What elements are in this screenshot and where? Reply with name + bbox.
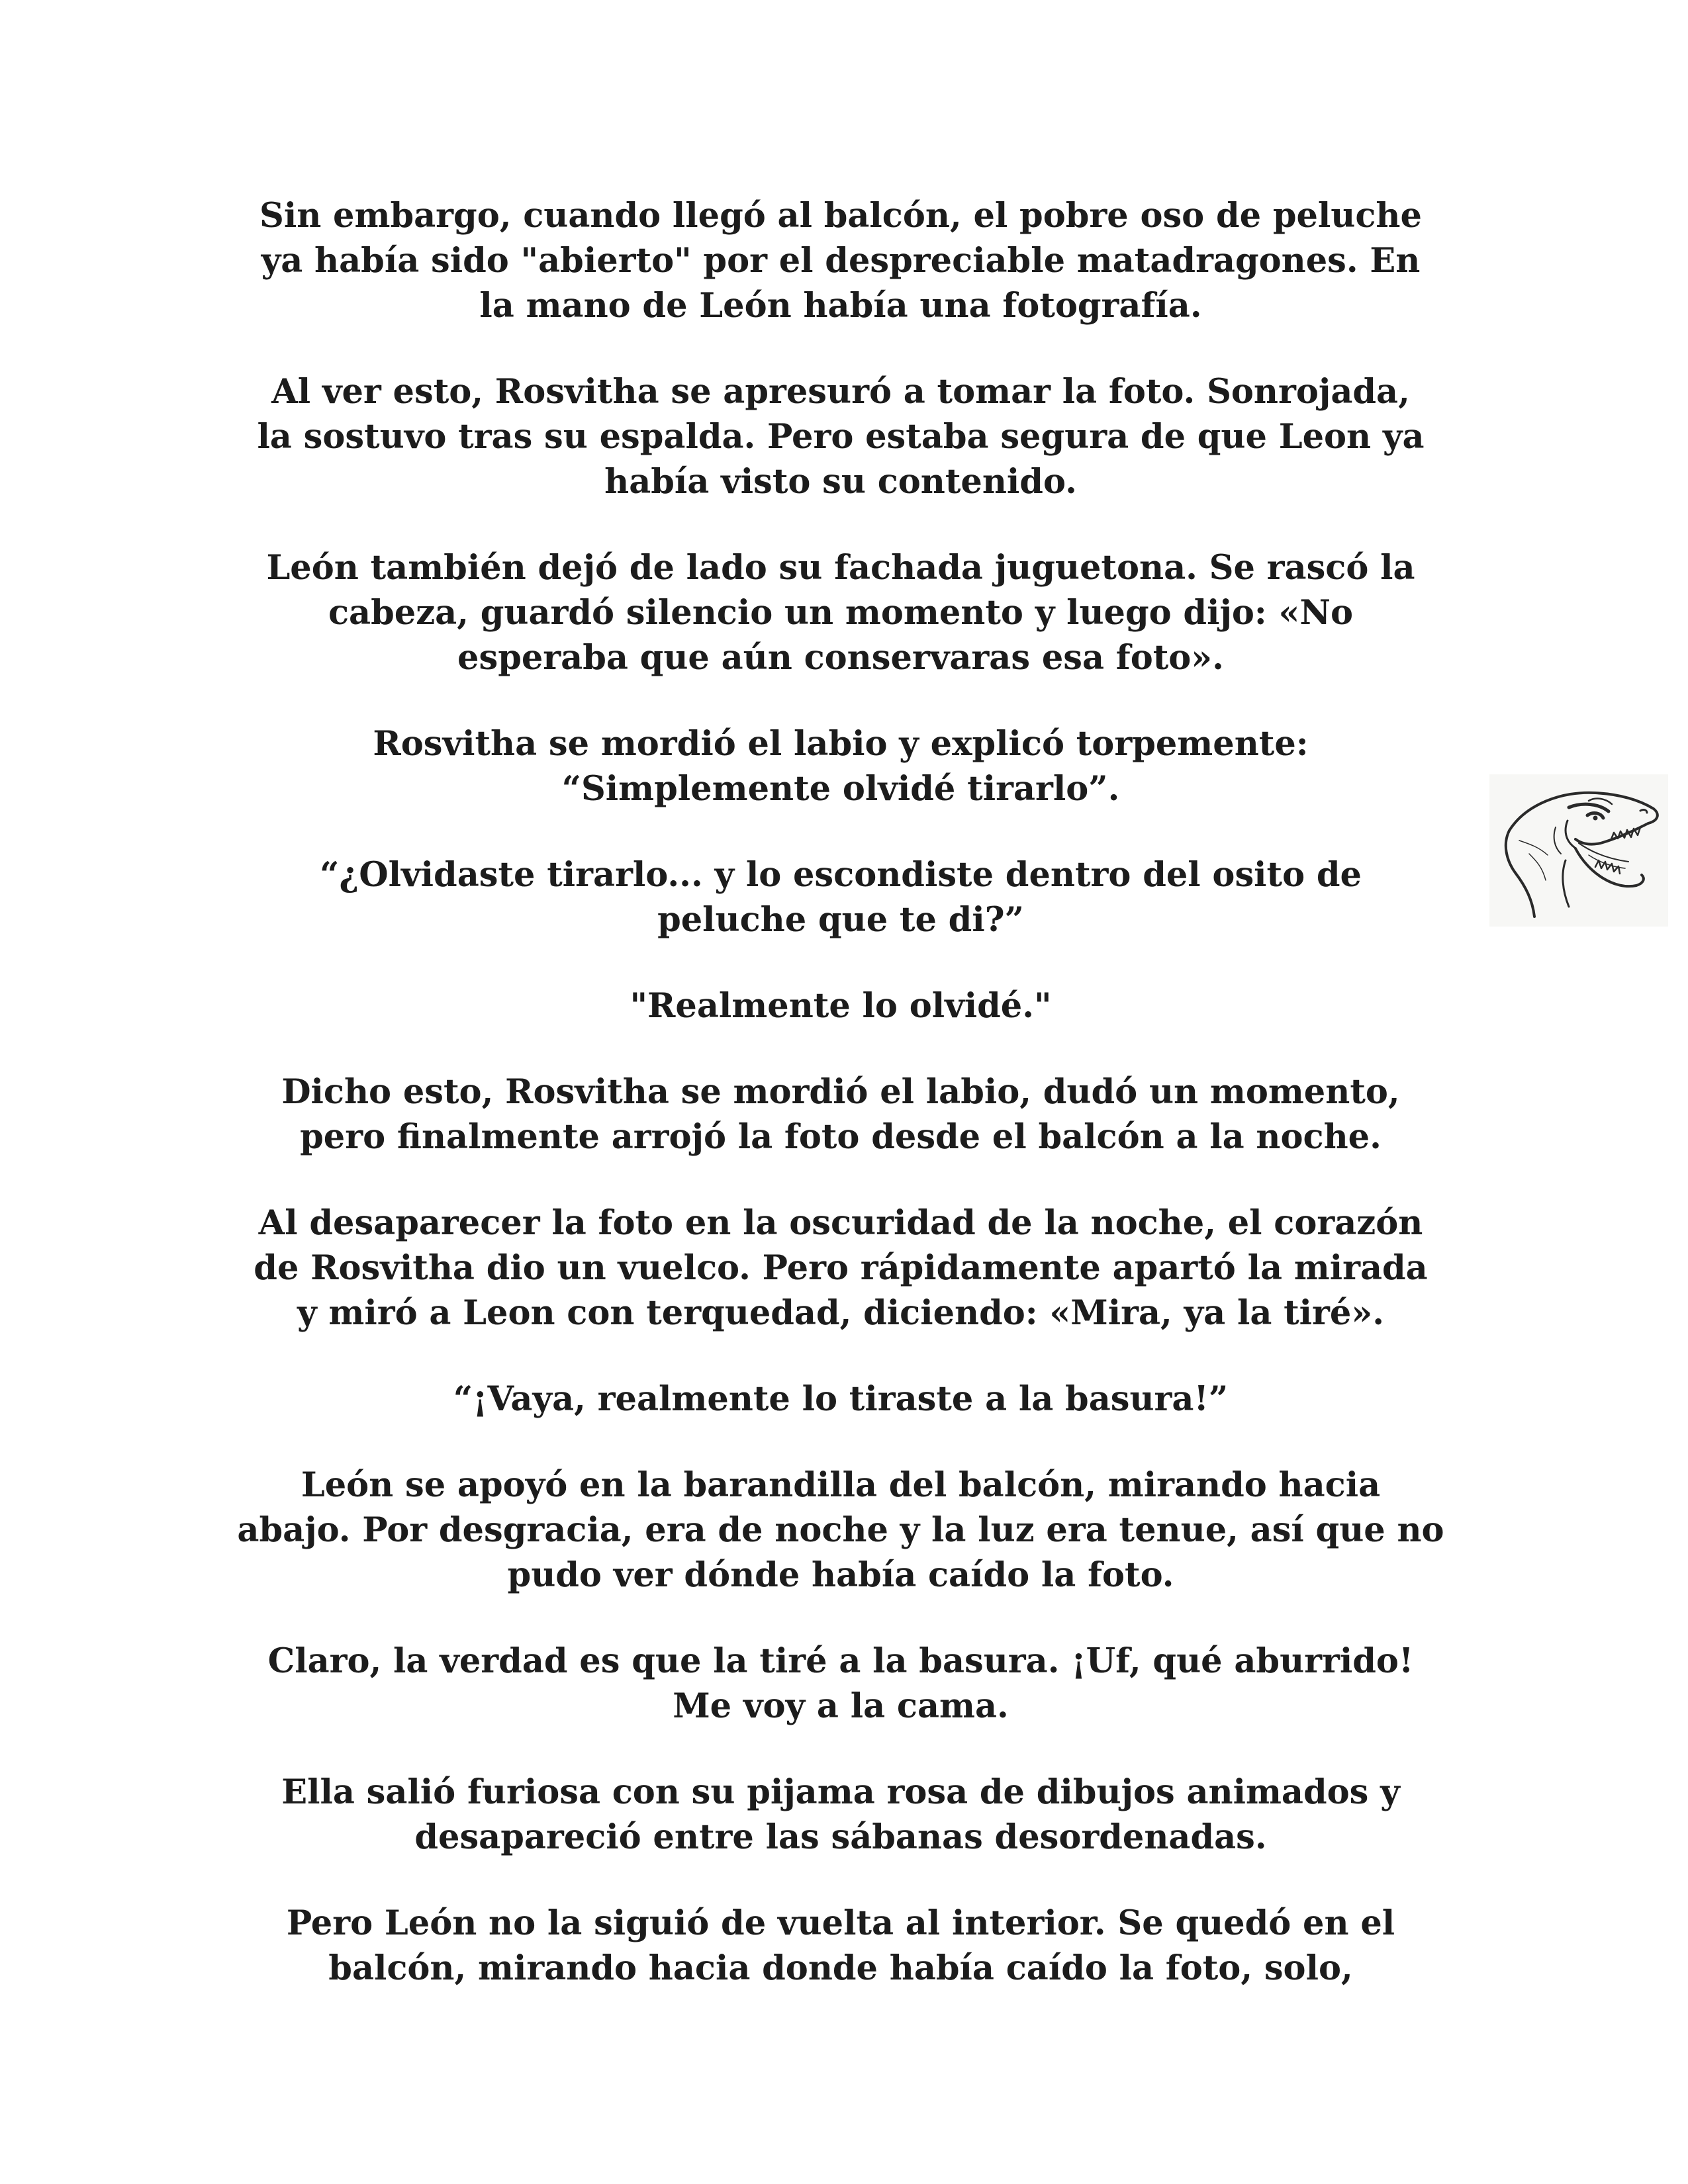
text-line: balcón, mirando hacia donde había caído la foto, solo, (328, 1948, 1353, 1988)
text-line: peluche que te di?” (657, 900, 1024, 940)
text-line: Me voy a la cama. (673, 1686, 1009, 1726)
paragraph-5 (218, 852, 1463, 942)
text-line: "Realmente lo olvidé." (630, 986, 1052, 1026)
text-line: pudo ver dónde había caído la foto. (507, 1555, 1174, 1595)
text-line: y miró a Leon con terquedad, diciendo: «Mira, ya la tiré». (297, 1293, 1385, 1333)
text-line: ya había sido "abierto" por el despreciable matadragones. En (261, 241, 1421, 281)
paragraph-12 (218, 1770, 1463, 1860)
text-line: esperaba que aún conservaras esa foto». (457, 638, 1224, 678)
paragraph-3 (218, 545, 1463, 680)
text-line: Pero León no la siguió de vuelta al interior. Se quedó en el (286, 1903, 1395, 1943)
text-line: había visto su contenido. (604, 462, 1077, 502)
text-line: pero finalmente arrojó la foto desde el balcón a la noche. (300, 1117, 1382, 1157)
text-line: la sostuvo tras su espalda. Pero estaba segura de que Leon ya (257, 417, 1425, 457)
text-line: Dicho esto, Rosvitha se mordió el labio, dudó un momento, (281, 1072, 1400, 1112)
text-line: “¿Olvidaste tirarlo... y lo escondiste dentro del osito de (320, 855, 1362, 895)
paragraph-10 (218, 1463, 1463, 1598)
text-line: “¡Vaya, realmente lo tiraste a la basura!” (453, 1379, 1229, 1419)
text-line: “Simplemente olvidé tirarlo”. (561, 769, 1120, 809)
paragraph-8 (218, 1201, 1463, 1336)
story-text (218, 193, 1463, 2032)
paragraph-9 (218, 1377, 1463, 1422)
text-line: Al ver esto, Rosvitha se apresuró a tomar la foto. Sonrojada, (271, 372, 1410, 412)
text-line: Sin embargo, cuando llegó al balcón, el pobre oso de peluche (259, 196, 1422, 236)
text-line: desapareció entre las sábanas desordenadas. (414, 1817, 1267, 1857)
text-line: Al desaparecer la foto en la oscuridad de la noche, el corazón (258, 1203, 1423, 1243)
paragraph-6 (218, 983, 1463, 1028)
text-line: Rosvitha se mordió el labio y explicó torpemente: (373, 724, 1309, 764)
text-line: León se apoyó en la barandilla del balcón, mirando hacia (301, 1465, 1381, 1505)
text-line: Claro, la verdad es que la tiré a la basura. ¡Uf, qué aburrido! (267, 1641, 1414, 1681)
paragraph-2 (218, 369, 1463, 504)
text-line: cabeza, guardó silencio un momento y luego dijo: «No (328, 593, 1354, 633)
paragraph-4 (218, 721, 1463, 811)
text-line: Ella salió furiosa con su pijama rosa de dibujos animados y (281, 1772, 1400, 1812)
paragraph-7 (218, 1069, 1463, 1160)
text-line: abajo. Por desgracia, era de noche y la luz era tenue, así que no (237, 1510, 1444, 1550)
paragraph-11 (218, 1639, 1463, 1729)
text-line: de Rosvitha dio un vuelco. Pero rápidamente apartó la mirada (254, 1248, 1428, 1288)
text-line: León también dejó de lado su fachada juguetona. Se rascó la (266, 548, 1415, 588)
paragraph-13 (218, 1901, 1463, 1991)
paragraph-1 (218, 193, 1463, 328)
text-line: la mano de León había una fotografía. (479, 286, 1202, 326)
dinosaur-head-sketch-icon (1489, 774, 1668, 927)
